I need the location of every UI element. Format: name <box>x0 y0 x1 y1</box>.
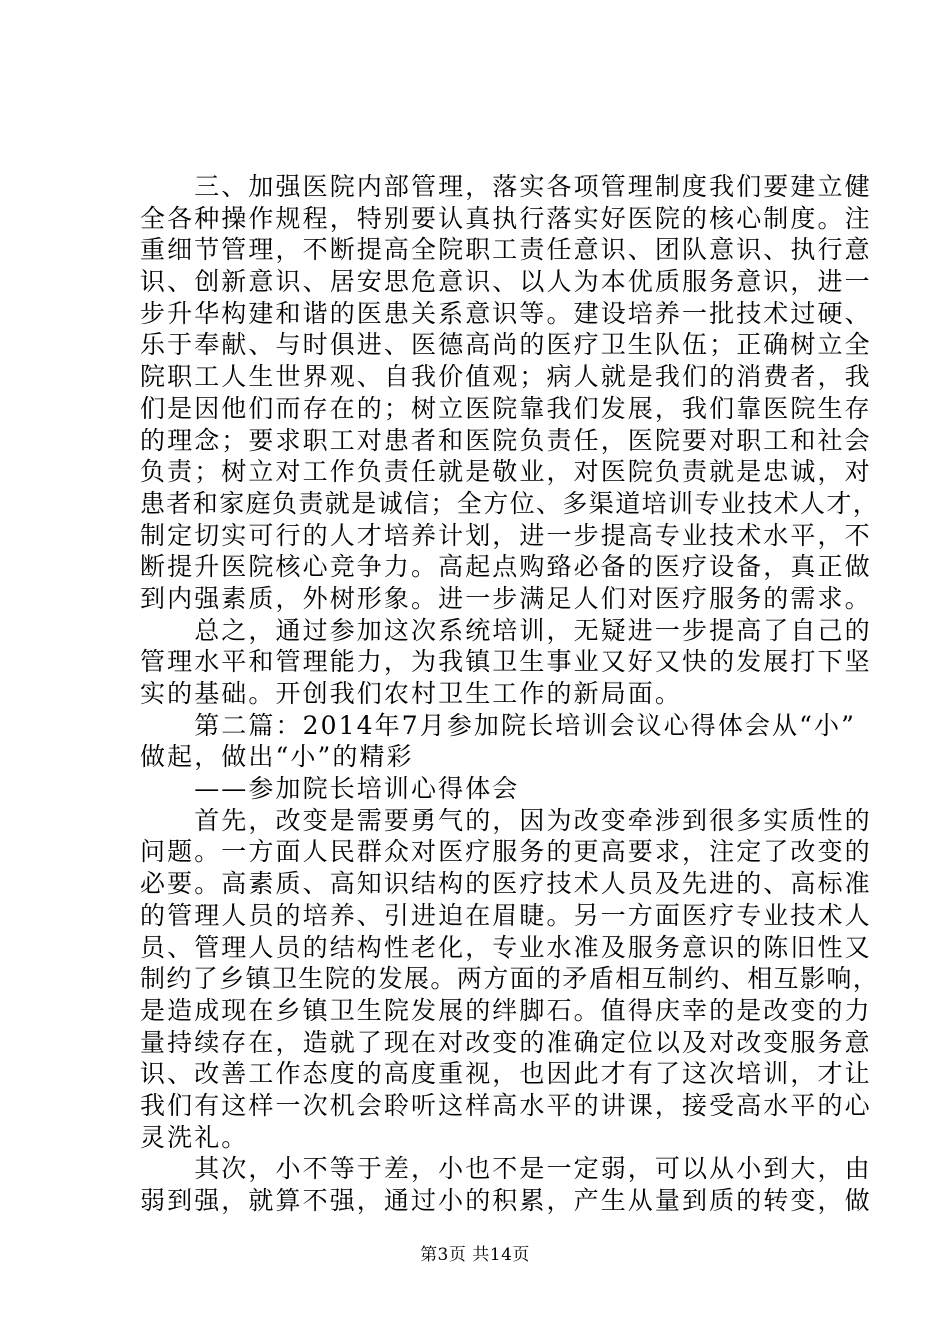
text-line: 的管理人员的培养、引进迫在眉睫。另一方面医疗专业技术人 <box>140 900 872 930</box>
text-line: 们是因他们而存在的；树立医院靠我们发展，我们靠医院生存 <box>140 393 872 423</box>
text-line: 我们有这样一次机会聆听这样高水平的讲课，接受高水平的心 <box>140 1090 872 1120</box>
text-line: 灵洗礼。 <box>140 1122 249 1152</box>
text-line: 重细节管理，不断提高全院职工责任意识、团队意识、执行意 <box>140 235 872 265</box>
text-line: 制定切实可行的人才培养计划，进一步提高专业技术水平，不 <box>140 520 872 550</box>
section-subheading: ——参加院长培训心得体会 <box>140 774 520 804</box>
text-line: 制约了乡镇卫生院的发展。两方面的矛盾相互制约、相互影响， <box>140 964 880 994</box>
text-line: 总之，通过参加这次系统培训，无疑进一步提高了自己的 <box>140 615 872 645</box>
text-line: 断提升医院核心竞争力。高起点购臵必备的医疗设备，真正做 <box>140 552 872 582</box>
section-heading: 做起，做出“小”的精彩 <box>140 742 414 772</box>
text-line: 首先，改变是需要勇气的，因为改变牵涉到很多实质性的 <box>140 805 872 835</box>
section-heading: 第二篇：2014年7月参加院长培训会议心得体会从“小” <box>140 710 856 740</box>
text-line: 管理水平和管理能力，为我镇卫生事业又好又快的发展打下坚 <box>140 647 872 677</box>
text-line: 是造成现在乡镇卫生院发展的绊脚石。值得庆幸的是改变的力 <box>140 995 872 1025</box>
text-line: 全各种操作规程，特别要认真执行落实好医院的核心制度。注 <box>140 203 872 233</box>
text-line: 的理念；要求职工对患者和医院负责任，医院要对职工和社会 <box>140 425 872 455</box>
text-line: 患者和家庭负责就是诚信；全方位、多渠道培训专业技术人才， <box>140 488 880 518</box>
text-line: 负责；树立对工作负责任就是敬业，对医院负责就是忠诚，对 <box>140 457 872 487</box>
text-line: 实的基础。开创我们农村卫生工作的新局面。 <box>140 679 683 708</box>
text-line: 弱到强，就算不强，通过小的积累，产生从量到质的转变，做 <box>140 1186 872 1215</box>
text-line: 员、管理人员的结构性老化，专业水准及服务意识的陈旧性又 <box>140 932 872 962</box>
text-line: 乐于奉献、与时俱进、医德高尚的医疗卫生队伍；正确树立全 <box>140 330 872 360</box>
text-line: 其次，小不等于差，小也不是一定弱，可以从小到大，由 <box>140 1154 872 1184</box>
text-line: 量持续存在，造就了现在对改变的准确定位以及对改变服务意 <box>140 1027 872 1057</box>
text-line: 问题。一方面人民群众对医疗服务的更高要求，注定了改变的 <box>140 837 872 867</box>
text-line: 到内强素质，外树形象。进一步满足人们对医疗服务的需求。 <box>140 583 872 613</box>
text-line: 三、加强医院内部管理，落实各项管理制度我们要建立健 <box>140 172 872 201</box>
text-line: 步升华构建和谐的医患关系意识等。建设培养一批技术过硬、 <box>140 298 872 328</box>
page-footer: 第3页 共14页 <box>420 1245 530 1265</box>
text-line: 必要。高素质、高知识结构的医疗技术人员及先进的、高标准 <box>140 869 872 899</box>
text-line: 识、改善工作态度的高度重视，也因此才有了这次培训，才让 <box>140 1059 872 1089</box>
document-body <box>140 171 880 1217</box>
text-line: 院职工人生世界观、自我价值观；病人就是我们的消费者，我 <box>140 362 872 392</box>
text-line: 识、创新意识、居安思危意识、以人为本优质服务意识，进一 <box>140 267 872 297</box>
